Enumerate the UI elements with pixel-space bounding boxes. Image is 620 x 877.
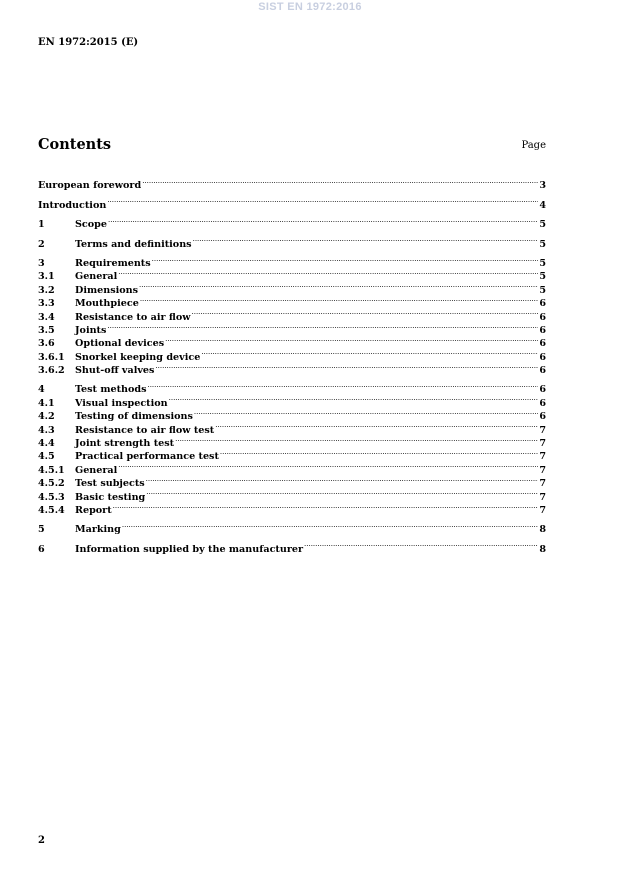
toc-entry-page: 5	[539, 284, 546, 296]
toc-entry-number: 3.4	[38, 311, 55, 323]
page-number: 2	[38, 835, 45, 846]
toc-entry-title: Test methods	[75, 384, 147, 396]
toc-entry-title: Marking	[75, 524, 121, 536]
toc-entry-page: 5	[539, 219, 546, 231]
toc-entry-title: Scope	[75, 219, 107, 231]
toc-entry-number: 3	[38, 257, 45, 269]
toc-entry-title: Terms and definitions	[75, 238, 192, 250]
toc-entry-title: European foreword	[38, 180, 142, 192]
toc-entry-terms-and-definitions[interactable]	[38, 233, 546, 250]
toc-leader-dots	[139, 279, 538, 292]
toc-leader-dots	[107, 194, 538, 207]
toc-entry-page: 8	[539, 543, 546, 555]
toc-entry-page: 5	[539, 257, 546, 269]
toc-entry-information-supplied-by-the-manufacturer[interactable]	[38, 538, 546, 555]
toc-entry-number: 1	[38, 219, 45, 231]
toc-leader-dots	[192, 306, 539, 319]
toc-entry-number: 3.6	[38, 338, 55, 350]
toc-leader-dots	[215, 419, 538, 432]
toc-entry-title: Optional devices	[75, 338, 165, 350]
toc-leader-dots	[155, 360, 538, 373]
toc-entry-number: 4.5	[38, 451, 55, 463]
page-column-label: Page	[521, 140, 546, 151]
toc-entry-title: Joint strength test	[75, 438, 175, 450]
toc-entry-page: 3	[539, 180, 546, 192]
toc-leader-dots	[175, 433, 538, 446]
toc-entry-scope[interactable]	[38, 214, 546, 231]
toc-entry-joints[interactable]	[38, 320, 546, 336]
toc-entry-page: 7	[539, 464, 546, 476]
toc-leader-dots	[147, 379, 538, 392]
toc-leader-dots	[107, 320, 538, 333]
toc-entry-number: 3.6.1	[38, 351, 65, 363]
toc-entry-title: Resistance to air flow test	[75, 424, 215, 436]
toc-entry-number: 4.2	[38, 411, 55, 423]
toc-leader-dots	[165, 333, 538, 346]
toc-entry-number: 4.1	[38, 397, 55, 409]
toc-leader-dots	[146, 486, 538, 499]
toc-entry-page: 5	[539, 238, 546, 250]
toc-entry-title: Dimensions	[75, 284, 139, 296]
toc-entry-title: Practical performance test	[75, 451, 219, 463]
toc-entry-number: 4.5.2	[38, 478, 65, 490]
toc-entry-page: 6	[539, 365, 546, 377]
toc-entry-page: 6	[539, 298, 546, 310]
toc-entry-optional-devices[interactable]	[38, 333, 546, 350]
toc-entry-page: 7	[539, 438, 546, 450]
toc-leader-dots	[152, 253, 538, 266]
toc-entry-title: Test subjects	[75, 478, 145, 490]
toc-entry-title: Snorkel keeping device	[75, 351, 201, 363]
toc-entry-title: Introduction	[38, 199, 107, 211]
toc-entry-page: 6	[539, 311, 546, 323]
toc-entry-number: 4.3	[38, 424, 55, 436]
toc-entry-number: 3.3	[38, 298, 55, 310]
toc-entry-introduction[interactable]	[38, 194, 546, 211]
toc-entry-title: Information supplied by the manufacturer	[75, 543, 304, 555]
table-of-contents	[38, 175, 546, 555]
toc-leader-dots	[142, 175, 538, 188]
toc-leader-dots	[146, 473, 538, 486]
toc-entry-page: 5	[539, 271, 546, 283]
toc-entry-page: 4	[539, 199, 546, 211]
toc-entry-page: 7	[539, 491, 546, 503]
toc-entry-marking[interactable]	[38, 519, 546, 536]
toc-leader-dots	[108, 214, 538, 227]
toc-entry-number: 3.5	[38, 324, 55, 336]
toc-entry-title: Testing of dimensions	[75, 411, 193, 423]
toc-entry-page: 6	[539, 338, 546, 350]
toc-entry-page: 7	[539, 478, 546, 490]
toc-entry-requirements[interactable]	[38, 253, 546, 269]
toc-entry-title: General	[75, 464, 118, 476]
toc-leader-dots	[220, 446, 538, 459]
toc-entry-number: 4.5.3	[38, 491, 65, 503]
toc-entry-title: Mouthpiece	[75, 298, 139, 310]
toc-entry-title: Resistance to air flow	[75, 311, 191, 323]
toc-entry-number: 4	[38, 384, 45, 396]
toc-entry-number: 5	[38, 524, 45, 536]
toc-entry-page: 6	[539, 351, 546, 363]
toc-entry-european-foreword[interactable]	[38, 175, 546, 192]
toc-entry-number: 3.2	[38, 284, 55, 296]
toc-entry-number: 3.6.2	[38, 365, 65, 377]
toc-entry-number: 3.1	[38, 271, 55, 283]
toc-entry-title: Visual inspection	[75, 397, 168, 409]
toc-entry-number: 6	[38, 543, 45, 555]
toc-entry-number: 2	[38, 238, 45, 250]
toc-entry-title: Shut-off valves	[75, 365, 155, 377]
toc-entry-page: 6	[539, 397, 546, 409]
toc-leader-dots	[169, 392, 538, 405]
toc-leader-dots	[118, 266, 538, 279]
toc-entry-number: 4.5.4	[38, 504, 65, 516]
toc-entry-number: 4.5.1	[38, 464, 65, 476]
toc-entry-page: 7	[539, 504, 546, 516]
toc-entry-page: 6	[539, 324, 546, 336]
document-identifier: EN 1972:2015 (E)	[38, 37, 139, 48]
toc-entry-page: 8	[539, 524, 546, 536]
toc-leader-dots	[304, 538, 538, 551]
toc-leader-dots	[201, 346, 538, 359]
toc-entry-title: General	[75, 271, 118, 283]
watermark: SIST EN 1972:2016	[258, 1, 362, 13]
toc-entry-page: 6	[539, 411, 546, 423]
toc-leader-dots	[193, 233, 538, 246]
toc-leader-dots	[140, 293, 538, 306]
toc-entry-report[interactable]	[38, 500, 546, 516]
toc-leader-dots	[122, 519, 538, 532]
toc-leader-dots	[118, 459, 538, 472]
toc-entry-title: Requirements	[75, 257, 151, 269]
toc-entry-test-methods[interactable]	[38, 379, 546, 396]
toc-leader-dots	[113, 500, 538, 513]
toc-entry-title: Report	[75, 504, 112, 516]
toc-entry-page: 7	[539, 451, 546, 463]
toc-leader-dots	[194, 406, 538, 419]
toc-entry-page: 7	[539, 424, 546, 436]
toc-entry-title: Joints	[75, 324, 107, 336]
contents-heading: Contents	[38, 136, 112, 153]
toc-entry-title: Basic testing	[75, 491, 146, 503]
toc-entry-number: 4.4	[38, 438, 55, 450]
toc-entry-page: 6	[539, 384, 546, 396]
